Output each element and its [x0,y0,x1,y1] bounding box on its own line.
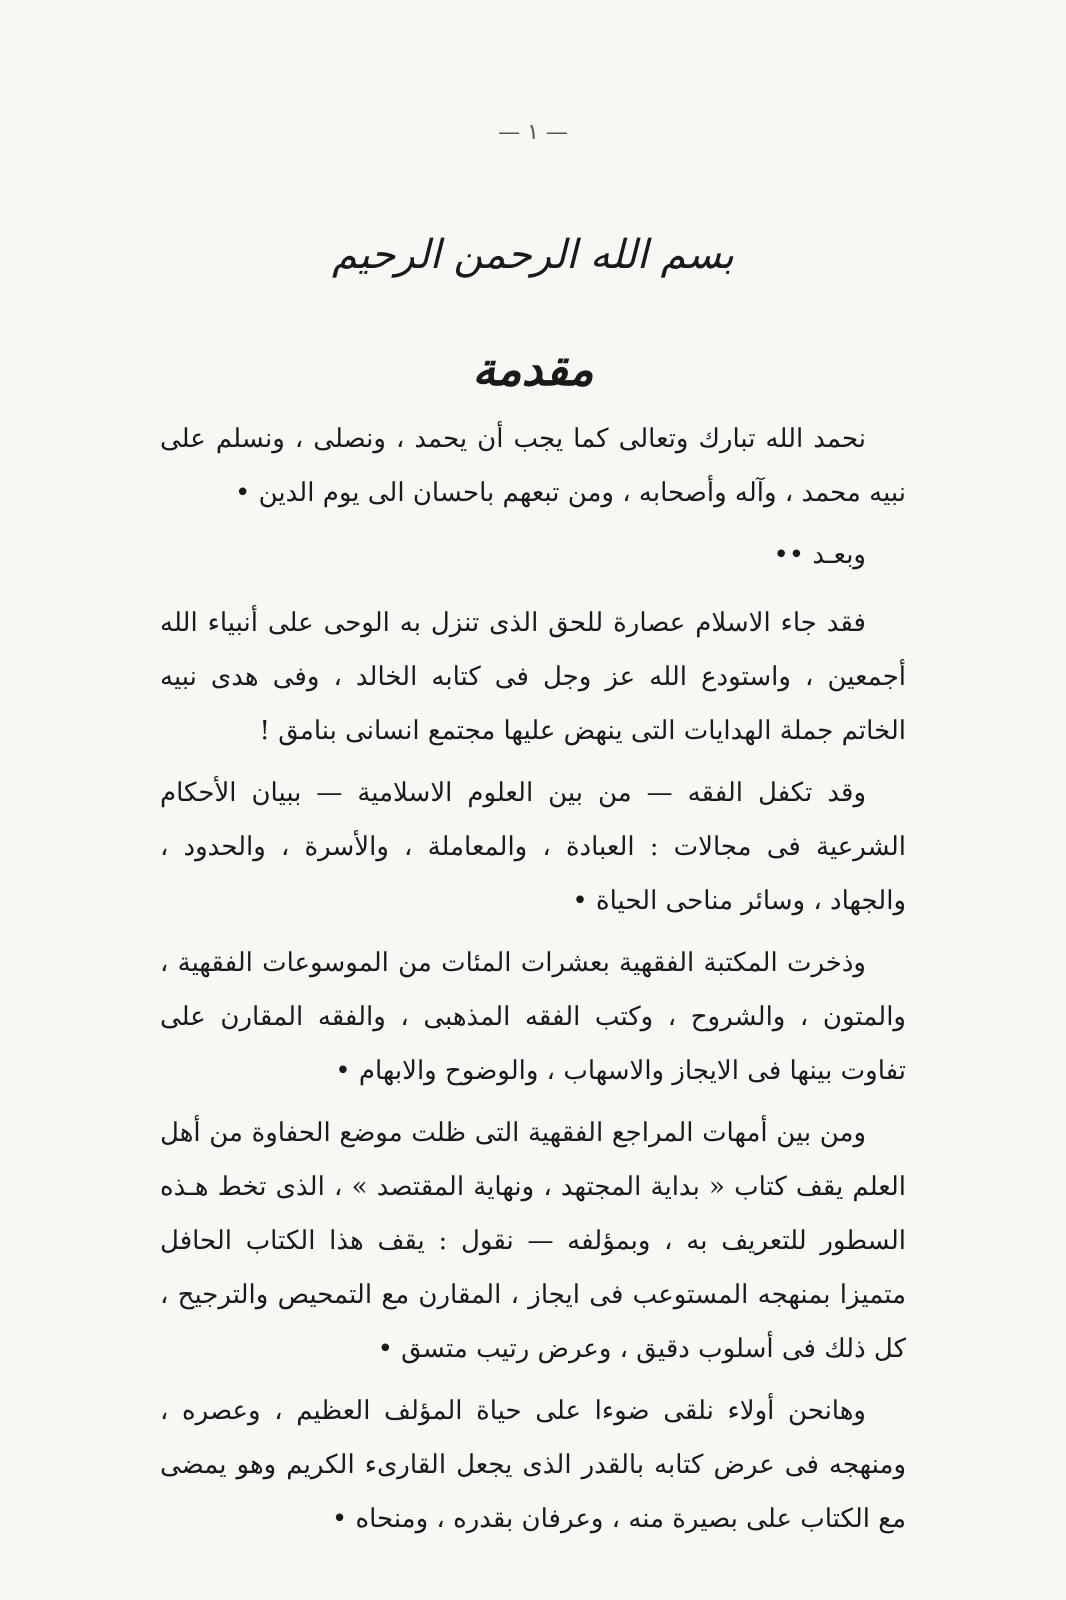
paragraph-book: ومن بين أمهات المراجع الفقهية التى ظلت موضع الحفاوة من أهل العلم يقف كتاب « بداية المجتهد ، ونهاية المقتصد » ، الذى تخط هـذه السطور للتعريف به ، وبمؤلفه — نقول : يقف هذا الكتاب الحافل متميزا بمنهجه المستوعب فى ايجاز ، المقارن مع التمحيص والترجيح ، كل ذلك فى أسلوب دقيق ، وعرض رتيب متسق • [160,1118,906,1364]
paragraph-islam: فقد جاء الاسلام عصارة للحق الذى تنزل به الوحى على أنبياء الله أجمعين ، واستودع الله عز وجل فى كتابه الخالد ، وفى هدى نبيه الخاتم جملة الهدايات التى ينهض عليها مجتمع انسانى بنامق ! [160,608,906,746]
paragraph-transition: وبعـد •• [773,540,866,570]
page-number: — ١ — [498,120,568,145]
paragraph-library: وذخرت المكتبة الفقهية بعشرات المئات من الموسوعات الفقهية ، والمتون ، والشروح ، وكتب الفقه المذهبى ، والفقه المقارن على تفاوت بينها فى الايجاز والاسهاب ، والوضوح والابهام • [160,948,906,1086]
paragraph-fiqh: وقد تكفل الفقه — من بين العلوم الاسلامية — ببيان الأحكام الشرعية فى مجالات : العبادة ، والمعاملة ، والأسرة ، والحدود ، والجهاد ، وسائر مناحى الحياة • [160,778,906,916]
paragraph-author: وهانحن أولاء نلقى ضوءا على حياة المؤلف العظيم ، وعصره ، ومنهجه فى عرض كتابه بالقدر الذى يجعل القارىء الكريم وهو يمضى مع الكتاب على بصيرة منه ، وعرفان بقدره ، ومنحاه • [160,1396,906,1534]
basmala: بسم الله الرحمن الرحيم [331,232,735,278]
paragraph-praise: نحمد الله تبارك وتعالى كما يجب أن يحمد ، ونصلى ، ونسلم على نبيه محمد ، وآله وأصحابه ، ومن تبعهم باحسان الى يوم الدين • [160,424,906,508]
page-title: مقدمة [472,342,594,396]
body-text [160,412,906,1554]
